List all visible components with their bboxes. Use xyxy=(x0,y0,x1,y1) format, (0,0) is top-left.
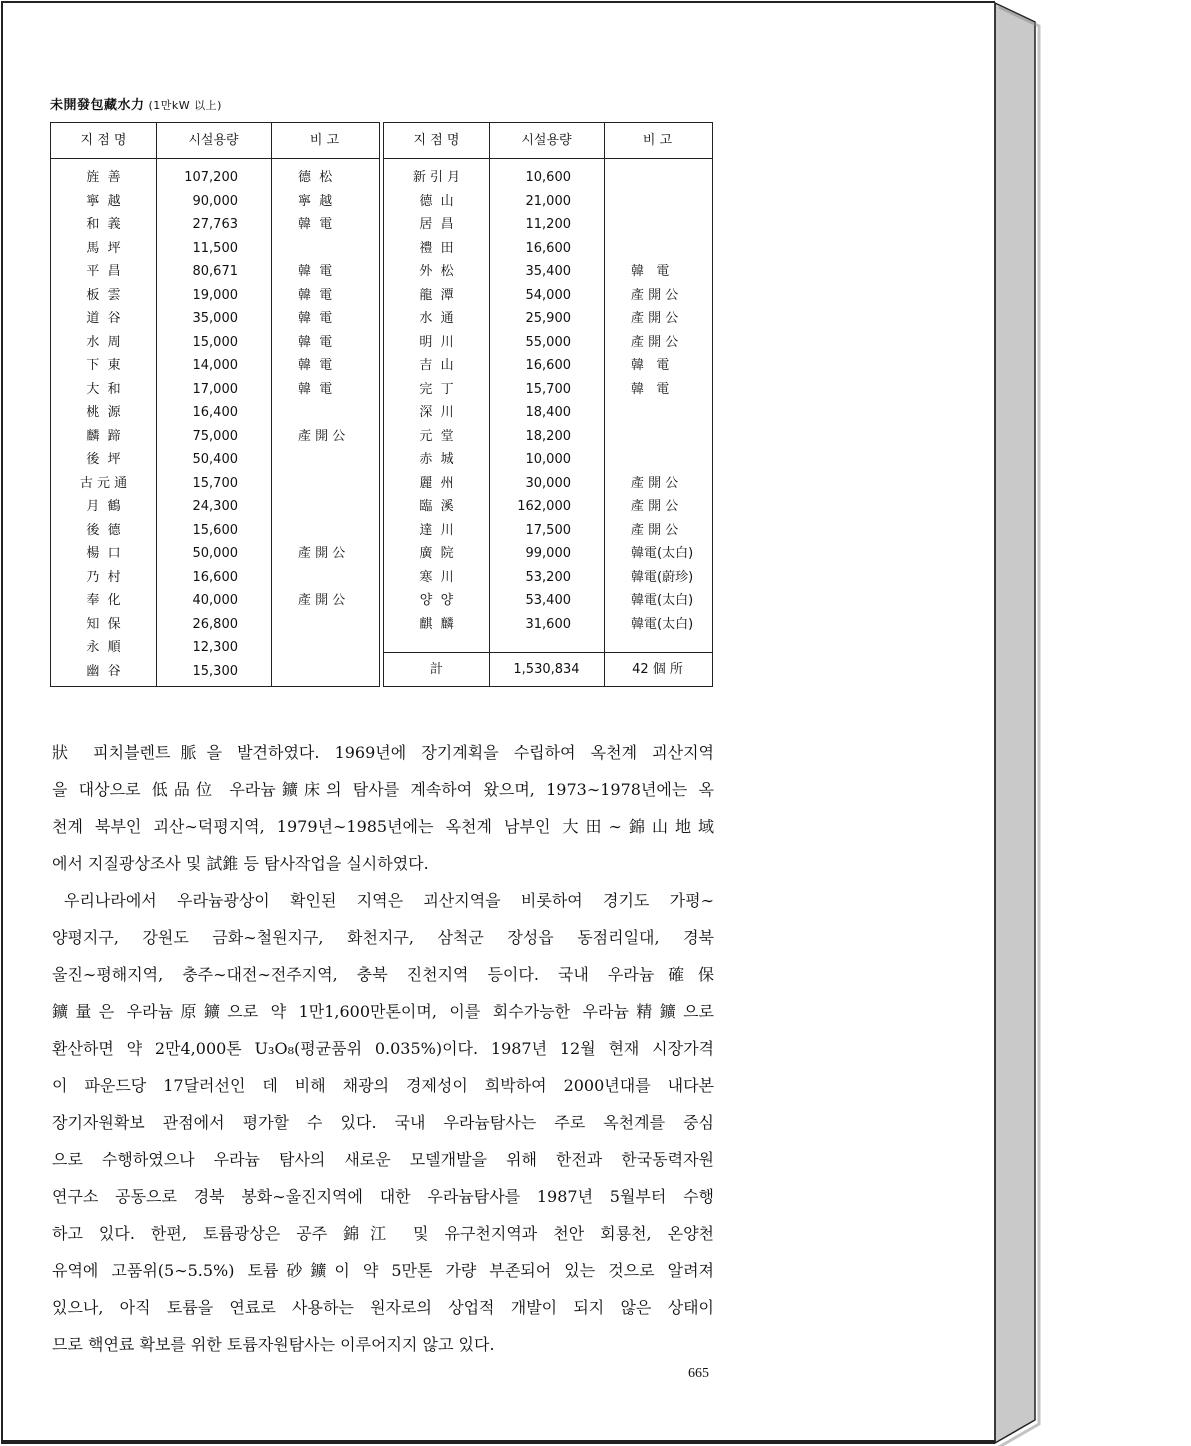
table-row xyxy=(384,542,712,566)
station-name: 月 鶴 xyxy=(86,499,121,514)
body-text xyxy=(52,734,714,1363)
header-rule xyxy=(384,158,712,159)
note-value: 產 開 公 xyxy=(631,475,679,491)
table-row xyxy=(51,331,379,355)
table-row xyxy=(51,354,379,378)
table-row xyxy=(51,284,379,308)
note-value: 韓 電 xyxy=(298,334,333,350)
table-row xyxy=(384,166,712,190)
table-row xyxy=(51,472,379,496)
table-row xyxy=(51,425,379,449)
table-row xyxy=(51,660,379,684)
note-value: 韓 電 xyxy=(298,264,333,279)
table-row xyxy=(384,566,712,590)
table-row xyxy=(51,166,379,190)
capacity-value: 53,200 xyxy=(525,569,571,585)
station-name: 禮 田 xyxy=(419,240,454,256)
note-value: 產 開 公 xyxy=(631,334,679,350)
capacity-value: 10,000 xyxy=(525,452,571,467)
body-line: 이 파운드당 17달러선인 데 비해 채광의 경제성이 희박하여 2000년대를 내다본 xyxy=(52,1076,714,1095)
station-name: 麟 蹄 xyxy=(86,428,121,444)
station-name: 和 義 xyxy=(86,217,121,232)
body-line: 하고 있다. 한편, 토륨광상은 공주 錦江 및 유구천지역과 천안 회룡천, 온양천 xyxy=(52,1224,714,1243)
table-row xyxy=(384,589,712,613)
station-name: 居 昌 xyxy=(419,217,454,232)
station-name: 양 양 xyxy=(419,593,454,608)
station-name: 吉 山 xyxy=(419,358,454,373)
note-value: 寧 越 xyxy=(298,193,333,209)
capacity-value: 14,000 xyxy=(192,358,238,373)
capacity-value: 18,400 xyxy=(525,405,571,420)
note-value: 韓 電 xyxy=(631,264,670,279)
capacity-value: 16,600 xyxy=(525,358,571,373)
body-line: 우리나라에서 우라늄광상이 확인된 지역은 괴산지역을 비롯하여 경기도 가평∼ xyxy=(64,891,714,910)
station-name: 麒 麟 xyxy=(419,616,454,632)
left-rows xyxy=(51,166,379,683)
capacity-value: 35,400 xyxy=(525,264,571,279)
capacity-value: 17,500 xyxy=(525,522,571,538)
station-name: 水 通 xyxy=(419,311,454,326)
capacity-value: 18,200 xyxy=(525,428,571,444)
caption-title: 未開發包藏水力 xyxy=(50,98,145,113)
capacity-value: 19,000 xyxy=(192,287,238,303)
table-row xyxy=(384,190,712,214)
capacity-value: 16,600 xyxy=(192,569,238,585)
station-name: 外 松 xyxy=(419,264,454,279)
station-name: 新 引 月 xyxy=(412,170,461,185)
capacity-value: 55,000 xyxy=(525,334,571,350)
capacity-value: 15,700 xyxy=(192,475,238,491)
body-line: 양평지구, 강원도 금화∼철원지구, 화천지구, 삼척군 장성읍 동점리일대, 경북 xyxy=(52,928,714,947)
capacity-value: 162,000 xyxy=(517,499,571,514)
station-name: 古 元 通 xyxy=(79,475,128,491)
caption-unit: (1만kW 以上) xyxy=(148,99,222,112)
total-rule xyxy=(384,652,712,653)
table-row xyxy=(51,260,379,284)
body-line: 연구소 공동으로 경북 봉화∼울진지역에 대한 우라늄탐사를 1987년 5월부터 수행 xyxy=(52,1187,714,1206)
capacity-value: 16,600 xyxy=(525,240,571,256)
total-capacity: 1,530,834 xyxy=(513,662,580,677)
body-line: 므로 핵연료 확보를 위한 토륨자원탐사는 이루어지지 않고 있다. xyxy=(52,1335,495,1354)
station-name: 乃 村 xyxy=(86,569,121,585)
header-name: 지 점 명 xyxy=(80,133,127,148)
station-name: 達 川 xyxy=(419,522,454,538)
table-row xyxy=(384,472,712,496)
capacity-value: 15,600 xyxy=(192,522,238,538)
capacity-value: 107,200 xyxy=(184,170,238,185)
station-name: 幽 谷 xyxy=(86,663,121,679)
table-row xyxy=(384,495,712,519)
table-row xyxy=(384,401,712,425)
table-row xyxy=(51,378,379,402)
station-name: 平 昌 xyxy=(86,264,121,279)
capacity-value: 10,600 xyxy=(525,170,571,185)
right-rows xyxy=(384,166,712,636)
note-value: 產 開 公 xyxy=(298,593,346,608)
body-line: 천계 북부인 괴산∼덕평지역, 1979년∼1985년에는 옥천계 남부인 大田∼錦山地域 xyxy=(52,817,714,836)
station-name: 知 保 xyxy=(86,616,121,632)
station-name: 下 東 xyxy=(86,358,121,373)
body-line: 환산하면 약 2만4,000톤 U₃O₈(평균품위 0.035%)이다. 1987년 12월 현재 시장가격 xyxy=(52,1039,714,1058)
capacity-value: 54,000 xyxy=(525,287,571,303)
capacity-value: 15,000 xyxy=(192,334,238,350)
capacity-value: 26,800 xyxy=(192,616,238,632)
capacity-value: 80,671 xyxy=(192,264,238,279)
station-name: 馬 坪 xyxy=(86,240,121,256)
table-row xyxy=(51,448,379,472)
note-value: 韓電(太白) xyxy=(631,546,694,561)
table-row xyxy=(384,613,712,637)
table-row xyxy=(384,425,712,449)
note-value: 產 開 公 xyxy=(631,499,679,514)
note-value: 產 開 公 xyxy=(631,522,679,538)
station-name: 麗 州 xyxy=(419,475,454,491)
table-row xyxy=(384,284,712,308)
table-row xyxy=(51,542,379,566)
station-name: 龍 潭 xyxy=(419,287,454,303)
note-value: 韓電(太白) xyxy=(631,593,694,608)
body-line: 鑛量은 우라늄原鑛으로 약 1만1,600만톤이며, 이를 회수가능한 우라늄精鑛으로 xyxy=(52,1002,714,1021)
table-row xyxy=(384,448,712,472)
note-value: 韓電(蔚珍) xyxy=(631,569,694,585)
table-row xyxy=(51,307,379,331)
station-name: 德 山 xyxy=(419,193,454,209)
station-name: 臨 溪 xyxy=(419,499,454,514)
station-name: 大 和 xyxy=(86,381,121,397)
capacity-value: 17,000 xyxy=(192,381,238,397)
body-line: 을 대상으로 低品位 우라늄鑛床의 탐사를 계속하여 왔으며, 1973∼1978년에는 옥 xyxy=(52,780,714,799)
table-row xyxy=(51,613,379,637)
station-name: 水 周 xyxy=(86,334,121,350)
body-line: 狀 피치블렌트脈을 발견하였다. 1969년에 장기계획을 수립하여 옥천계 괴산지역 xyxy=(52,743,714,762)
station-name: 完 丁 xyxy=(419,381,454,397)
station-name: 板 雲 xyxy=(86,287,121,303)
table-row xyxy=(384,213,712,237)
capacity-value: 75,000 xyxy=(192,428,238,444)
capacity-value: 53,400 xyxy=(525,593,571,608)
header-name: 지 점 명 xyxy=(413,133,460,148)
station-name: 廣 院 xyxy=(419,546,454,561)
note-value: 韓 電 xyxy=(631,381,670,397)
total-label: 計 xyxy=(429,662,443,677)
capacity-value: 40,000 xyxy=(192,593,238,608)
station-name: 深 川 xyxy=(419,405,454,420)
capacity-value: 11,500 xyxy=(192,240,238,256)
total-note: 42 個 所 xyxy=(632,662,683,677)
note-value: 產 開 公 xyxy=(298,546,346,561)
capacity-value: 12,300 xyxy=(192,640,238,655)
capacity-value: 35,000 xyxy=(192,311,238,326)
station-name: 桃 源 xyxy=(86,405,121,420)
capacity-value: 50,400 xyxy=(192,452,238,467)
capacity-value: 99,000 xyxy=(525,546,571,561)
station-name: 旌 善 xyxy=(86,170,121,185)
body-line: 에서 지질광상조사 및 試錐 등 탐사작업을 실시하였다. xyxy=(52,854,429,873)
table-caption xyxy=(50,94,222,113)
table-row xyxy=(384,519,712,543)
capacity-value: 15,300 xyxy=(192,663,238,679)
station-name: 永 順 xyxy=(86,640,121,655)
header-rule xyxy=(51,158,379,159)
body-line: 있으나, 아직 토륨을 연료로 사용하는 원자로의 상업적 개발이 되지 않은 상태이 xyxy=(52,1298,714,1317)
page-number: 665 xyxy=(688,1366,709,1381)
capacity-value: 25,900 xyxy=(525,311,571,326)
table-row xyxy=(51,401,379,425)
table-left xyxy=(50,122,380,687)
station-name: 明 川 xyxy=(419,334,454,350)
note-value: 韓 電 xyxy=(298,311,333,326)
capacity-value: 24,300 xyxy=(192,499,238,514)
station-name: 楊 口 xyxy=(86,546,121,561)
station-name: 道 谷 xyxy=(86,311,121,326)
table-row xyxy=(384,237,712,261)
table-right xyxy=(383,122,713,687)
capacity-value: 30,000 xyxy=(525,475,571,491)
note-value: 韓 電 xyxy=(298,381,333,397)
station-name: 元 堂 xyxy=(419,428,454,444)
table-row xyxy=(51,213,379,237)
note-value: 產 開 公 xyxy=(631,311,679,326)
note-value: 韓 電 xyxy=(298,217,333,232)
note-value: 產 開 公 xyxy=(298,428,346,444)
table-row xyxy=(51,636,379,660)
table-row xyxy=(51,519,379,543)
table-row xyxy=(51,190,379,214)
capacity-value: 27,763 xyxy=(192,217,238,232)
body-line: 울진∼평해지역, 충주∼대전∼전주지역, 충북 진천지역 등이다. 국내 우라늄確保 xyxy=(52,965,714,984)
note-value: 韓電(太白) xyxy=(631,616,694,632)
table-row xyxy=(384,260,712,284)
capacity-value: 21,000 xyxy=(525,193,571,209)
station-name: 後 德 xyxy=(86,522,121,538)
table-row xyxy=(384,354,712,378)
capacity-value: 16,400 xyxy=(192,405,238,420)
table-row xyxy=(51,237,379,261)
body-line: 장기자원확보 관점에서 평가할 수 있다. 국내 우라늄탐사는 주로 옥천계를 중심 xyxy=(52,1113,714,1132)
table-row xyxy=(51,566,379,590)
table-row xyxy=(384,378,712,402)
header-capacity: 시설용량 xyxy=(521,133,572,148)
table-row xyxy=(51,589,379,613)
station-name: 赤 城 xyxy=(419,452,454,467)
station-name: 奉 化 xyxy=(86,593,121,608)
note-value: 韓 電 xyxy=(631,358,670,373)
note-value: 韓 電 xyxy=(298,358,333,373)
table-row xyxy=(384,307,712,331)
body-line: 으로 수행하였으나 우라늄 탐사의 새로운 모델개발을 위해 한전과 한국동력자원 xyxy=(52,1150,714,1169)
table-row xyxy=(51,495,379,519)
header-note: 비 고 xyxy=(309,133,340,148)
capacity-value: 11,200 xyxy=(525,217,571,232)
body-line: 유역에 고품위(5∼5.5%) 토륨砂鑛이 약 5만톤 가량 부존되어 있는 것으로 알려져 xyxy=(52,1261,714,1280)
note-value: 產 開 公 xyxy=(631,287,679,303)
station-name: 寧 越 xyxy=(86,193,121,209)
capacity-value: 90,000 xyxy=(192,193,238,209)
note-value: 韓 電 xyxy=(298,287,333,303)
station-name: 寒 川 xyxy=(419,569,454,585)
table-row xyxy=(384,331,712,355)
capacity-value: 31,600 xyxy=(525,616,571,632)
station-name: 後 坪 xyxy=(86,452,121,467)
header-capacity: 시설용량 xyxy=(188,133,239,148)
capacity-value: 15,700 xyxy=(525,381,571,397)
capacity-value: 50,000 xyxy=(192,546,238,561)
header-note: 비 고 xyxy=(642,133,673,148)
note-value: 德 松 xyxy=(298,170,333,185)
